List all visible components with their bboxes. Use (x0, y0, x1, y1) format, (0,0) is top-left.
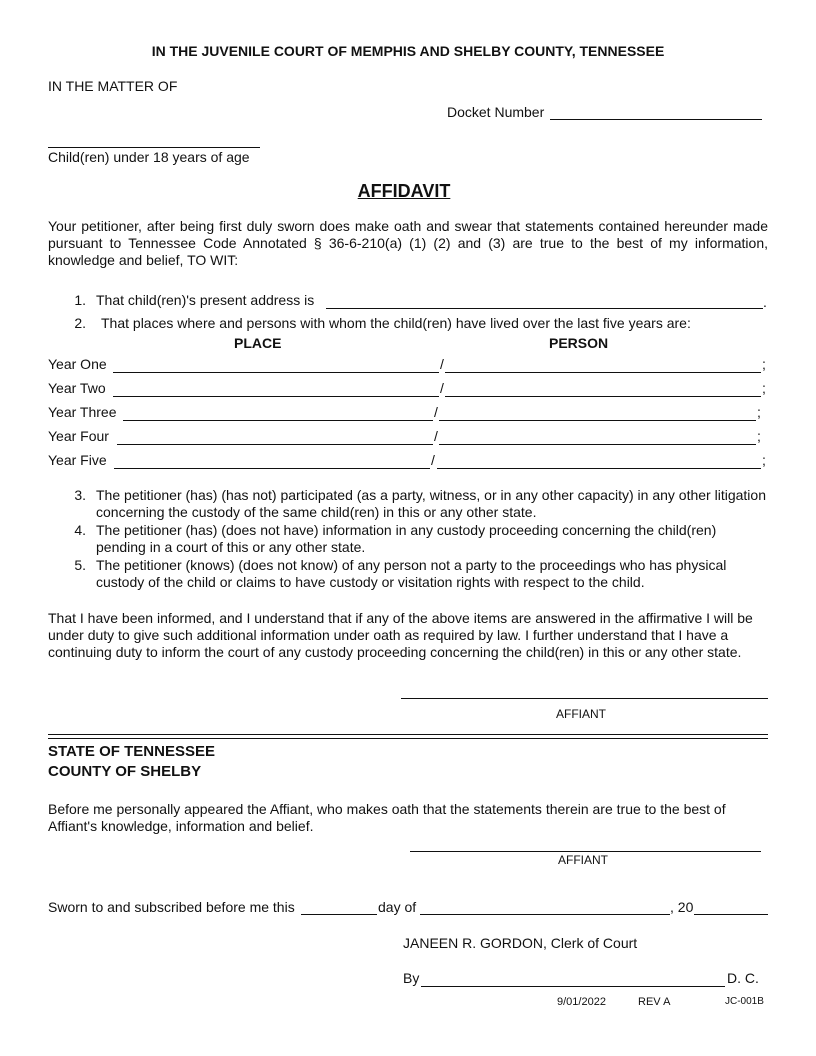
item-1-number: 1. (74, 292, 86, 308)
footer-form-number: JC-001B (725, 996, 764, 1007)
slash: / (440, 380, 444, 396)
semicolon: ; (762, 380, 766, 396)
semicolon: ; (762, 356, 766, 372)
matter-label: IN THE MATTER OF (48, 78, 178, 94)
person-field[interactable] (439, 420, 756, 421)
item-2-number: 2. (74, 315, 86, 331)
present-address-field[interactable] (326, 308, 763, 309)
statement-3-text: The petitioner (has) (has not) participated (as a party, witness, or in any other capacity) in any other litigation concerning the custody of the same child(ren) in this or any other state. (96, 487, 766, 520)
place-field[interactable] (123, 420, 433, 421)
slash: / (434, 428, 438, 444)
affiant-signature-field-2[interactable] (410, 851, 761, 852)
semicolon: ; (757, 404, 761, 420)
item-1-text: That child(ren)'s present address is (96, 292, 315, 308)
clerk-name: JANEEN R. GORDON, Clerk of Court (403, 935, 638, 951)
divider-bottom (48, 738, 768, 739)
deputy-clerk-signature-field[interactable] (421, 986, 725, 987)
person-header: PERSON (549, 335, 609, 351)
by-label: By (403, 970, 420, 986)
slash: / (431, 452, 435, 468)
day-field[interactable] (301, 914, 377, 915)
affiant-label-2: AFFIANT (558, 853, 608, 867)
place-field[interactable] (117, 444, 433, 445)
informed-paragraph: That I have been informed, and I understand that if any of the above items are answered in the affirmative I will be under duty to give such additional information under oath as required by law. I further understand that I have a continuing duty to inform the court of any custody proceeding concerning the child(ren) in this or any other state. (48, 610, 753, 660)
intro-paragraph: Your petitioner, after being first duly sworn does make oath and swear that statements contained hereunder made pursuant to Tennessee Code Annotated § 36-6-210(a) (1) (2) and (3) are true to the best of my information, knowledge and belief, TO WIT: (48, 218, 768, 268)
court-title: IN THE JUVENILE COURT OF MEMPHIS AND SHELBY COUNTY, TENNESSEE (151, 43, 665, 59)
slash: / (434, 404, 438, 420)
footer-rev: REV A (638, 996, 671, 1008)
month-field[interactable] (420, 914, 670, 915)
state-label: STATE OF TENNESSEE (48, 743, 215, 760)
page-title: AFFIDAVIT (357, 181, 451, 201)
county-label: COUNTY OF SHELBY (48, 763, 202, 780)
child-label: Child(ren) under 18 years of age (48, 149, 250, 165)
statement-4-number: 4. (74, 522, 86, 538)
item-2-text: That places where and persons with whom the child(ren) have lived over the last five years are: (101, 315, 691, 331)
footer-date: 9/01/2022 (557, 996, 606, 1008)
year-label: Year Three (48, 404, 117, 420)
place-header: PLACE (234, 335, 282, 351)
sworn-text: Sworn to and subscribed before me this (48, 899, 295, 915)
semicolon: ; (757, 428, 761, 444)
dc-label: D. C. (727, 970, 759, 986)
divider-top (48, 734, 768, 735)
year-label: Year Five (48, 452, 107, 468)
year-prefix: , 20 (670, 899, 694, 915)
slash: / (440, 356, 444, 372)
affiant-signature-field[interactable] (401, 698, 768, 699)
semicolon: ; (762, 452, 766, 468)
statement-5-text: The petitioner (knows) (does not know) of any person not a party to the proceedings who has physical custody of the child or claims to have custody or visitation rights with respect to the child. (96, 557, 727, 590)
docket-label: Docket Number (447, 104, 545, 120)
day-of-text: day of (378, 899, 417, 915)
place-field[interactable] (113, 372, 439, 373)
year-field[interactable] (694, 914, 768, 915)
child-name-field[interactable] (48, 147, 260, 148)
person-field[interactable] (445, 396, 761, 397)
statement-4-text: The petitioner (has) (does not have) information in any custody proceeding concerning the child(ren) pending in a court of this or any other state. (96, 522, 717, 555)
statement-5-number: 5. (74, 557, 86, 573)
person-field[interactable] (439, 444, 756, 445)
place-field[interactable] (114, 468, 430, 469)
docket-number-field[interactable] (550, 119, 762, 120)
place-field[interactable] (113, 396, 439, 397)
year-label: Year One (48, 356, 107, 372)
address-period: . (763, 294, 767, 310)
person-field[interactable] (445, 372, 761, 373)
person-field[interactable] (437, 468, 761, 469)
year-label: Year Two (48, 380, 106, 396)
statement-3-number: 3. (74, 487, 86, 503)
affiant-label: AFFIANT (556, 707, 606, 721)
year-label: Year Four (48, 428, 109, 444)
appeared-paragraph: Before me personally appeared the Affiant, who makes oath that the statements therein are true to the best of Affiant's knowledge, information and belief. (48, 801, 726, 834)
